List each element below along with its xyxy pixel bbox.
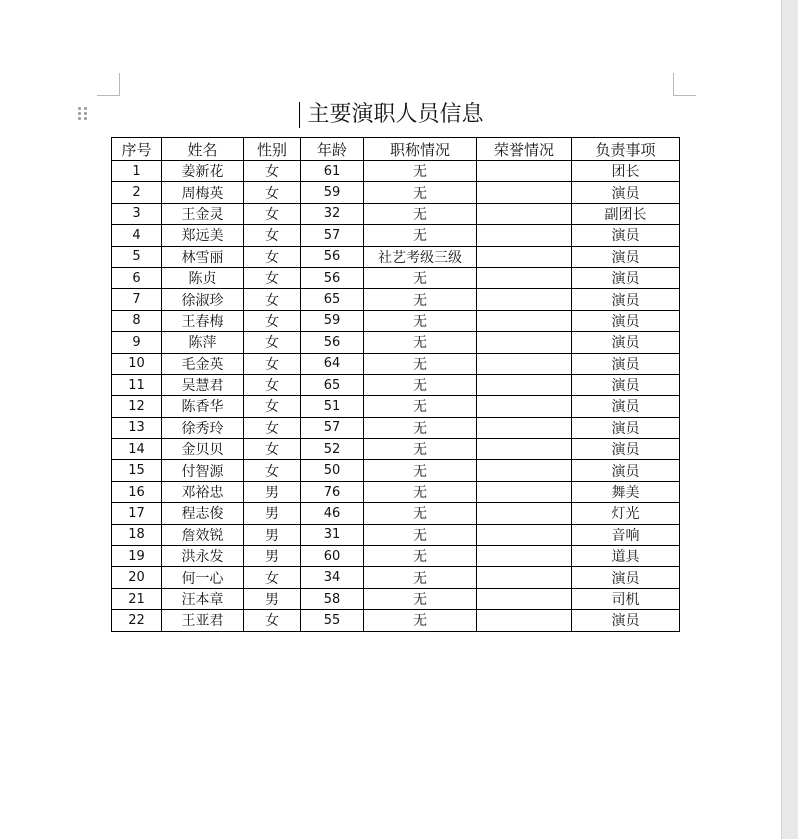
cell-index[interactable]: 6	[112, 267, 162, 288]
cell-gender[interactable]: 女	[244, 396, 301, 417]
cell-age[interactable]: 52	[301, 439, 364, 460]
cell-title[interactable]: 无	[364, 546, 477, 567]
cell-gender[interactable]: 女	[244, 310, 301, 331]
cell-age[interactable]: 59	[301, 182, 364, 203]
cell-age[interactable]: 65	[301, 289, 364, 310]
cell-title[interactable]: 无	[364, 332, 477, 353]
cell-index[interactable]: 22	[112, 610, 162, 631]
cell-gender[interactable]: 女	[244, 161, 301, 182]
cell-index[interactable]: 1	[112, 161, 162, 182]
cell-gender[interactable]: 女	[244, 203, 301, 224]
cell-title[interactable]: 无	[364, 182, 477, 203]
table-row	[112, 460, 680, 481]
cell-honor[interactable]	[477, 182, 572, 203]
cell-honor[interactable]	[477, 481, 572, 502]
table-row	[112, 524, 680, 545]
cell-index[interactable]: 4	[112, 225, 162, 246]
col-header-duty[interactable]: 负责事项	[572, 138, 680, 161]
cell-honor[interactable]	[477, 610, 572, 631]
cell-honor[interactable]	[477, 203, 572, 224]
cell-age[interactable]: 59	[301, 310, 364, 331]
cell-gender[interactable]: 女	[244, 332, 301, 353]
table-row	[112, 246, 680, 267]
cell-gender[interactable]: 女	[244, 225, 301, 246]
cell-age[interactable]: 34	[301, 567, 364, 588]
cell-gender[interactable]: 女	[244, 246, 301, 267]
cell-age[interactable]: 46	[301, 503, 364, 524]
cell-index[interactable]: 11	[112, 374, 162, 395]
cell-name[interactable]: 陈萍	[162, 332, 244, 353]
table-row	[112, 396, 680, 417]
cell-title[interactable]: 无	[364, 374, 477, 395]
cell-index[interactable]: 13	[112, 417, 162, 438]
cell-index[interactable]: 8	[112, 310, 162, 331]
cell-duty[interactable]: 演员	[572, 460, 680, 481]
cell-title[interactable]: 无	[364, 396, 477, 417]
table-row	[112, 546, 680, 567]
table-row	[112, 610, 680, 631]
cell-name[interactable]: 毛金英	[162, 353, 244, 374]
cell-gender[interactable]: 女	[244, 289, 301, 310]
cell-duty[interactable]: 演员	[572, 225, 680, 246]
table-row	[112, 182, 680, 203]
cell-age[interactable]: 65	[301, 374, 364, 395]
text-cursor	[299, 102, 300, 128]
cell-name[interactable]: 陈贞	[162, 267, 244, 288]
col-header-title[interactable]: 职称情况	[364, 138, 477, 161]
cell-gender[interactable]: 女	[244, 353, 301, 374]
table-row	[112, 332, 680, 353]
cell-name[interactable]: 王亚君	[162, 610, 244, 631]
cell-honor[interactable]	[477, 546, 572, 567]
cell-title[interactable]: 无	[364, 225, 477, 246]
cell-gender[interactable]: 男	[244, 524, 301, 545]
cell-honor[interactable]	[477, 289, 572, 310]
table-row	[112, 161, 680, 182]
cell-title[interactable]: 无	[364, 524, 477, 545]
cell-name[interactable]: 郑远美	[162, 225, 244, 246]
cell-honor[interactable]	[477, 246, 572, 267]
cell-title[interactable]: 无	[364, 588, 477, 609]
cell-name[interactable]: 洪永发	[162, 546, 244, 567]
cell-age[interactable]: 50	[301, 460, 364, 481]
cell-age[interactable]: 60	[301, 546, 364, 567]
cell-name[interactable]: 付智源	[162, 460, 244, 481]
cell-title[interactable]: 无	[364, 481, 477, 502]
cell-gender[interactable]: 女	[244, 460, 301, 481]
cell-name[interactable]: 周梅英	[162, 182, 244, 203]
cell-honor[interactable]	[477, 161, 572, 182]
cell-honor[interactable]	[477, 524, 572, 545]
cell-name[interactable]: 程志俊	[162, 503, 244, 524]
cell-age[interactable]: 56	[301, 246, 364, 267]
cell-duty[interactable]: 演员	[572, 396, 680, 417]
col-header-honor[interactable]: 荣誉情况	[477, 138, 572, 161]
cell-age[interactable]: 31	[301, 524, 364, 545]
document-title[interactable]: 主要演职人员信息	[307, 102, 484, 127]
cell-title[interactable]: 无	[364, 610, 477, 631]
cell-age[interactable]: 57	[301, 225, 364, 246]
table-row	[112, 439, 680, 460]
cell-name[interactable]: 徐淑珍	[162, 289, 244, 310]
cell-honor[interactable]	[477, 332, 572, 353]
cell-name[interactable]: 林雪丽	[162, 246, 244, 267]
cell-duty[interactable]: 道具	[572, 546, 680, 567]
cell-honor[interactable]	[477, 588, 572, 609]
cell-title[interactable]: 无	[364, 439, 477, 460]
cell-duty[interactable]: 演员	[572, 332, 680, 353]
col-header-age[interactable]: 年龄	[301, 138, 364, 161]
cell-duty[interactable]: 团长	[572, 161, 680, 182]
cell-duty[interactable]: 演员	[572, 310, 680, 331]
cell-honor[interactable]	[477, 460, 572, 481]
cell-gender[interactable]: 女	[244, 267, 301, 288]
cell-duty[interactable]: 演员	[572, 289, 680, 310]
table-row	[112, 267, 680, 288]
cell-duty[interactable]: 司机	[572, 588, 680, 609]
cell-duty[interactable]: 演员	[572, 246, 680, 267]
cell-gender[interactable]: 女	[244, 374, 301, 395]
cell-index[interactable]: 14	[112, 439, 162, 460]
cell-name[interactable]: 王金灵	[162, 203, 244, 224]
cell-honor[interactable]	[477, 267, 572, 288]
table-row	[112, 503, 680, 524]
cell-title[interactable]: 无	[364, 310, 477, 331]
cell-duty[interactable]: 灯光	[572, 503, 680, 524]
table-row	[112, 225, 680, 246]
cell-index[interactable]: 3	[112, 203, 162, 224]
cell-title[interactable]: 无	[364, 503, 477, 524]
cell-duty[interactable]: 演员	[572, 417, 680, 438]
cell-honor[interactable]	[477, 439, 572, 460]
cell-title[interactable]: 无	[364, 353, 477, 374]
table-row	[112, 567, 680, 588]
vertical-scrollbar[interactable]	[781, 0, 798, 839]
cell-name[interactable]: 邓裕忠	[162, 481, 244, 502]
cell-index[interactable]: 10	[112, 353, 162, 374]
table-row	[112, 417, 680, 438]
cell-name[interactable]: 何一心	[162, 567, 244, 588]
cell-duty[interactable]: 演员	[572, 182, 680, 203]
cell-index[interactable]: 17	[112, 503, 162, 524]
col-header-name[interactable]: 姓名	[162, 138, 244, 161]
cell-duty[interactable]: 演员	[572, 374, 680, 395]
table-row	[112, 310, 680, 331]
cell-index[interactable]: 15	[112, 460, 162, 481]
col-header-index[interactable]: 序号	[112, 138, 162, 161]
cell-age[interactable]: 57	[301, 417, 364, 438]
cell-age[interactable]: 56	[301, 332, 364, 353]
cell-name[interactable]: 吴慧君	[162, 374, 244, 395]
cell-honor[interactable]	[477, 310, 572, 331]
page-margin-corner-top-right	[673, 73, 696, 96]
cell-age[interactable]: 32	[301, 203, 364, 224]
table-row	[112, 353, 680, 374]
page-margin-corner-top-left	[97, 73, 120, 96]
cell-duty[interactable]: 演员	[572, 567, 680, 588]
table-row	[112, 374, 680, 395]
cell-index[interactable]: 2	[112, 182, 162, 203]
col-header-gender[interactable]: 性别	[244, 138, 301, 161]
cell-gender[interactable]: 女	[244, 417, 301, 438]
cell-age[interactable]: 76	[301, 481, 364, 502]
cell-age[interactable]: 56	[301, 267, 364, 288]
cell-duty[interactable]: 演员	[572, 439, 680, 460]
cell-index[interactable]: 5	[112, 246, 162, 267]
cell-age[interactable]: 55	[301, 610, 364, 631]
cell-name[interactable]: 汪本章	[162, 588, 244, 609]
cell-honor[interactable]	[477, 353, 572, 374]
cell-honor[interactable]	[477, 225, 572, 246]
cell-duty[interactable]: 演员	[572, 353, 680, 374]
cell-title[interactable]: 社艺考级三级	[364, 246, 477, 267]
cell-name[interactable]: 陈香华	[162, 396, 244, 417]
cell-gender[interactable]: 男	[244, 503, 301, 524]
cell-honor[interactable]	[477, 567, 572, 588]
cell-gender[interactable]: 女	[244, 439, 301, 460]
cell-honor[interactable]	[477, 374, 572, 395]
cell-name[interactable]: 徐秀玲	[162, 417, 244, 438]
cell-duty[interactable]: 副团长	[572, 203, 680, 224]
cell-name[interactable]: 王春梅	[162, 310, 244, 331]
cell-gender[interactable]: 女	[244, 610, 301, 631]
cell-duty[interactable]: 演员	[572, 610, 680, 631]
cell-gender[interactable]: 男	[244, 546, 301, 567]
cell-title[interactable]: 无	[364, 567, 477, 588]
cell-age[interactable]: 58	[301, 588, 364, 609]
cell-title[interactable]: 无	[364, 417, 477, 438]
cell-gender[interactable]: 男	[244, 588, 301, 609]
cell-name[interactable]: 金贝贝	[162, 439, 244, 460]
cell-index[interactable]: 12	[112, 396, 162, 417]
cell-title[interactable]: 无	[364, 267, 477, 288]
cell-gender[interactable]: 女	[244, 182, 301, 203]
cell-duty[interactable]: 舞美	[572, 481, 680, 502]
cell-name[interactable]: 詹效锐	[162, 524, 244, 545]
cell-index[interactable]: 21	[112, 588, 162, 609]
cell-index[interactable]: 9	[112, 332, 162, 353]
table-row	[112, 481, 680, 502]
cell-duty[interactable]: 演员	[572, 267, 680, 288]
cell-name[interactable]: 姜新花	[162, 161, 244, 182]
table-header-row	[112, 138, 680, 161]
table-row	[112, 203, 680, 224]
cell-honor[interactable]	[477, 503, 572, 524]
move-handle-icon[interactable]	[78, 107, 88, 121]
cell-index[interactable]: 19	[112, 546, 162, 567]
cell-index[interactable]: 20	[112, 567, 162, 588]
cell-index[interactable]: 18	[112, 524, 162, 545]
cell-title[interactable]: 无	[364, 203, 477, 224]
cell-gender[interactable]: 女	[244, 567, 301, 588]
cell-age[interactable]: 51	[301, 396, 364, 417]
cell-gender[interactable]: 男	[244, 481, 301, 502]
table-row	[112, 289, 680, 310]
cell-age[interactable]: 61	[301, 161, 364, 182]
cell-title[interactable]: 无	[364, 161, 477, 182]
table-row	[112, 588, 680, 609]
cell-index[interactable]: 16	[112, 481, 162, 502]
cell-honor[interactable]	[477, 417, 572, 438]
cell-duty[interactable]: 音响	[572, 524, 680, 545]
cell-honor[interactable]	[477, 396, 572, 417]
staff-table[interactable]	[111, 137, 680, 632]
cell-age[interactable]: 64	[301, 353, 364, 374]
cell-title[interactable]: 无	[364, 289, 477, 310]
cell-index[interactable]: 7	[112, 289, 162, 310]
cell-title[interactable]: 无	[364, 460, 477, 481]
